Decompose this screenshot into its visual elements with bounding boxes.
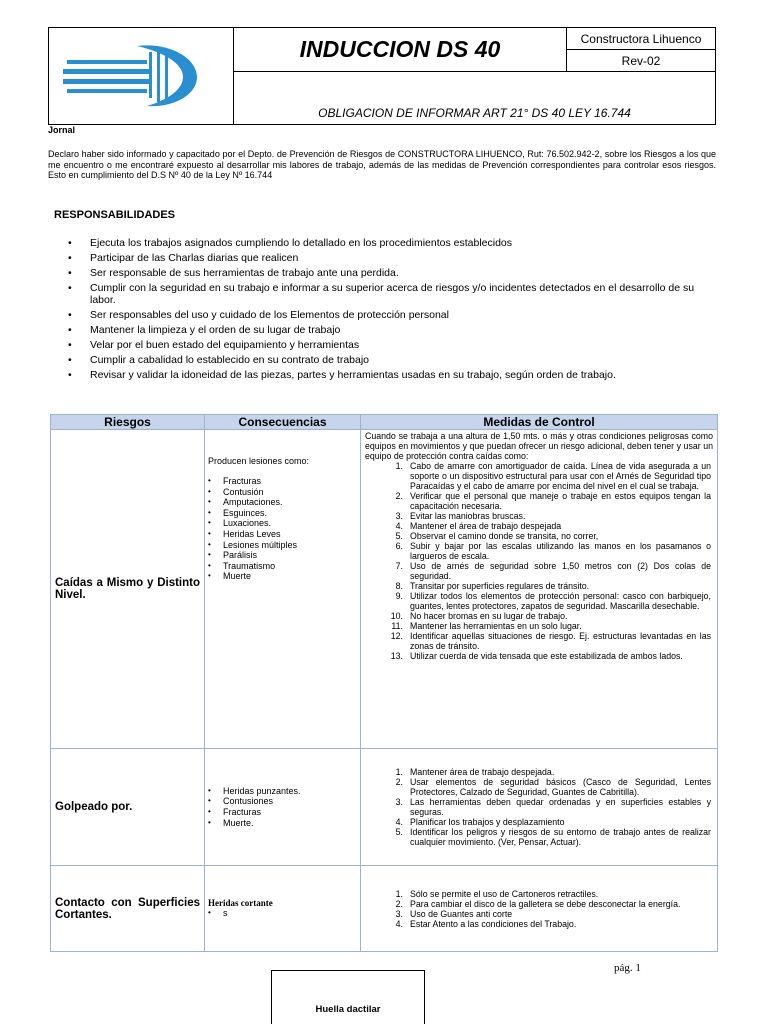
list-item: 1. Mantener área de trabajo despejada. [395,767,555,777]
consecuencias-cell [205,749,361,866]
list-item: 11. Mantener las herramientas en un solo lugar. [391,621,582,631]
list-item: 10. No hacer bromas en su lugar de trabajo. [390,611,568,621]
list-item: • Velar por el buen estado del equipamiento y herramientas [48,339,720,351]
list-item: 3. Evitar las maniobras bruscas. [395,511,526,521]
list-item: • Revisar y validar la idoneidad de las piezas, partes y herramientas usadas en su trabajo, según orden de trabajo. [48,369,720,381]
list-item: • Contusión [208,487,357,498]
list-item: 7. Uso de arnés de seguridad sobre 1,50 metros con (2) Dos colas de seguridad. [395,561,711,581]
list-item: • Muerte [208,571,357,582]
company-logo-icon [49,28,233,119]
list-item: • Ejecuta los trabajos asignados cumpliendo lo detallado en los procedimientos establecidos [48,237,720,249]
list-item: • Amputaciones. [208,497,357,508]
table-row [51,430,718,749]
responsabilidades-list [48,237,720,384]
risk-table [50,414,718,952]
list-item: • Muerte. [208,818,357,829]
table-row [51,749,718,866]
list-item: 2. Usar elementos de seguridad básicos (Casco de Seguridad, Lentes Protectores, Calzado de Seguridad, Guantes de Cabritilla). [395,777,711,797]
table-row [51,866,718,952]
medidas-cell [361,430,718,749]
responsabilidades-title: RESPONSABILIDADES [54,209,176,221]
list-item: • Fracturas [208,807,357,818]
list-item: 4. Estar Atento a las condiciones del Trabajo. [395,918,577,929]
list-item: 1. Cabo de amarre con amortiguador de caída. Línea de vida asegurada a un soporte o un dispositivo estructural para usar con el Arnés de Seguridad tipo Paracaídas y el cabo de amarre por encima del nivel en el cual se trabaja. [395,461,711,491]
riesgo-cell: Contacto con Superficies Cortantes. [51,866,205,952]
header-riesgos: Riesgos [51,415,205,430]
consecuencias-intro: Heridas cortante [208,898,273,909]
logo-cell [49,28,234,125]
consecuencias-cell [205,430,361,749]
riesgo-cell: Caídas a Mismo y Distinto Nivel. [51,430,205,749]
consecuencias-intro: Producen lesiones como: [208,456,310,466]
list-item: 1. Sólo se permite el uso de Cartoneros retractiles. [395,888,599,899]
medidas-cell [361,866,718,952]
list-item: • Luxaciones. [208,518,357,529]
list-item: • Fracturas [208,476,357,487]
list-item: 13. Utilizar cuerda de vida tensada que este estabilizada de ambos lados. [390,651,683,661]
list-item: 12. Identificar aquellas situaciones de riesgo. Ej. estructuras levantadas en las zonas de tránsito. [390,631,711,651]
list-item: • Lesiones múltiples [208,540,357,551]
consecuencias-cell [205,866,361,952]
list-item: 6. Subir y bajar por las escalas utilizando las manos en los pasamanos o largueros de escala. [395,541,711,561]
list-item: 4. Mantener el área de trabajo despejada [395,521,562,531]
document-title: INDUCCION DS 40 [299,35,501,62]
title-cell [234,28,567,72]
list-item: 2. Para cambiar el disco de la galletera se debe desconectar la energía. [395,898,681,909]
page-number: pág. 1 [614,962,641,974]
list-item: 3. Uso de Guantes anti corte [395,908,513,919]
header-medidas: Medidas de Control [361,415,718,430]
document-header [48,27,716,125]
document-subtitle: OBLIGACION DE INFORMAR ART 21° DS 40 LEY 16.744 [234,71,716,124]
list-item: • Cumplir a cabalidad lo establecido en su contrato de trabajo [48,354,720,366]
list-item: 5. Observar el camino donde se transita, no correr, [395,531,599,541]
list-item: • Heridas Leves [208,529,357,540]
fingerprint-box [271,970,425,1024]
list-item: 9. Utilizar todos los elementos de protección personal: casco con barbiquejo, guantes, lentes protectores, zapatos de seguridad. Mascarilla desechable. [395,591,711,611]
list-item: 4. Planificar los trabajos y desplazamiento [395,817,565,827]
medidas-intro: Cuando se trabaja a una altura de 1,50 mts. o más y otras condiciones peligrosas como equipos en movimientos y que puedan ofrecer un riesgo adicional, deben tener y usar un equipo de protección contra caídas como: [365,431,713,461]
list-item: • Participar de las Charlas diarias que realicen [48,252,720,264]
fingerprint-label: Huella dactilar [315,1004,381,1015]
revision-label: Rev-02 [567,50,716,71]
list-item: 3. Las herramientas deben quedar ordenadas y en superficies estables y seguras. [395,797,711,817]
jornal-label: Jornal [48,125,76,135]
list-item: • Ser responsable de sus herramientas de trabajo ante una perdida. [48,267,720,279]
intro-paragraph: Declaro haber sido informado y capacitado por el Depto. de Prevención de Riesgos de CONSTRUCTORA LIHUENCO, Rut: 76.502.942-2, sobre los Riesgos a los que me encuentro o me encontraré expuesto al desarrollar mis labores de trabajo, además de las medidas de Prevención correspondientes para controlar esos riesgos. Esto en cumplimiento del D.S Nº 40 de la Ley Nº 16.744 [48,149,716,180]
company-name: Constructora Lihuenco [567,28,716,50]
list-item: • Ser responsables del uso y cuidado de los Elementos de protección personal [48,309,720,321]
list-item: • Heridas punzantes. [208,786,357,797]
medidas-cell [361,749,718,866]
list-item: • s [208,908,357,919]
list-item: • Contusiones [208,796,357,807]
list-item: • Esguinces. [208,508,357,519]
list-item: • Traumatismo [208,561,357,572]
list-item: 5. Identificar los peligros y riesgos de su entorno de trabajo antes de realizar cualquier movimiento. (Ver, Pensar, Actuar). [395,827,711,847]
header-consecuencias: Consecuencias [205,415,361,430]
list-item: 2. Verificar que el personal que maneje o trabaje en estos equipos tengan la capacitación necesaria. [395,491,711,511]
list-item: 8. Transitar por superficies regulares de tránsito. [395,581,590,591]
list-item: • Mantener la limpieza y el orden de su lugar de trabajo [48,324,720,336]
list-item: • Cumplir con la seguridad en su trabajo e informar a su superior acerca de riesgos y/o incidentes detectados en el desarrollo de su labor. [48,282,720,306]
riesgo-cell: Golpeado por. [51,749,205,866]
list-item: • Parálisis [208,550,357,561]
